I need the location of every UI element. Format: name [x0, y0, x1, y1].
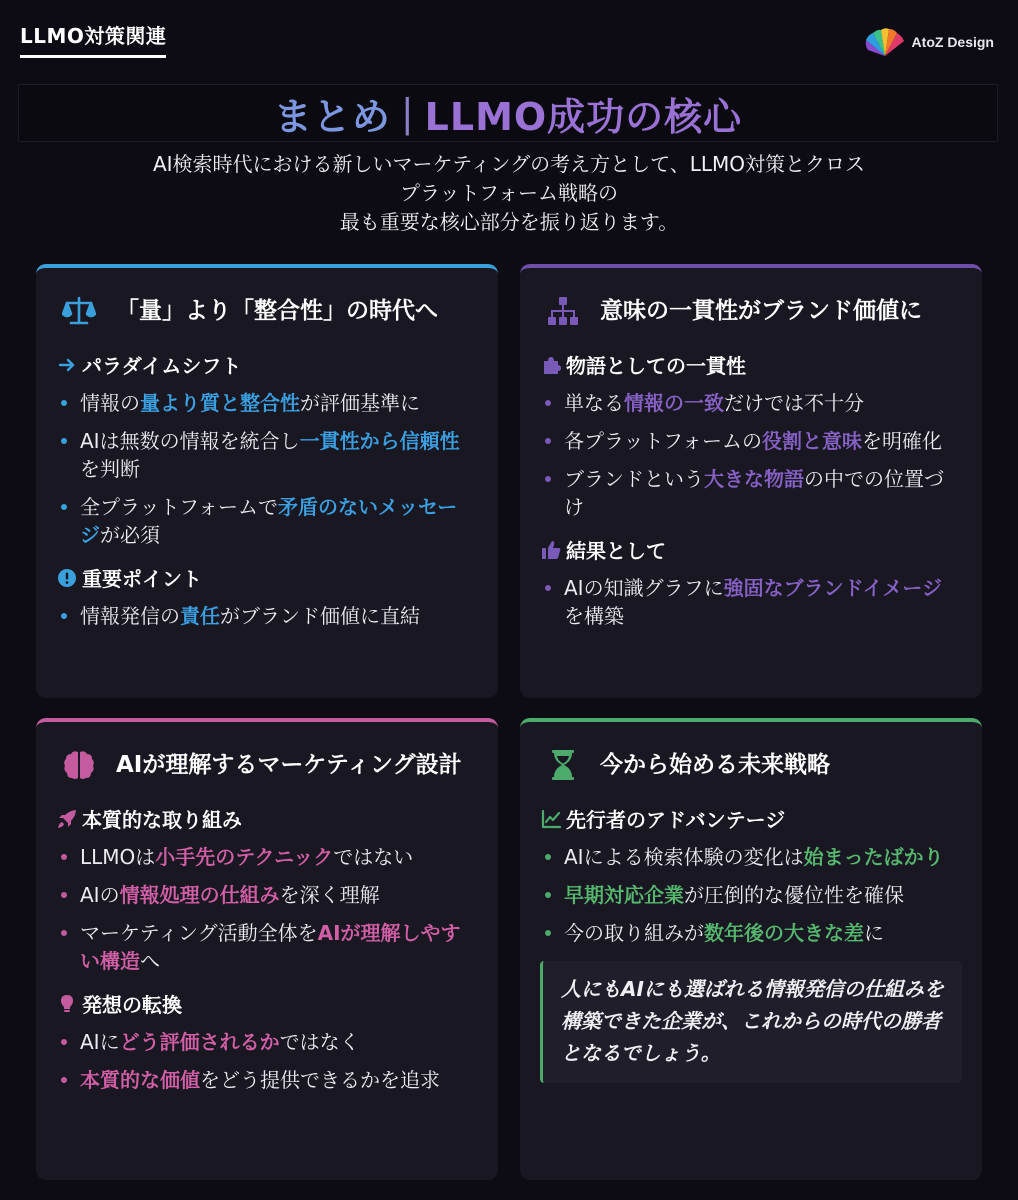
bullet-list [56, 1028, 476, 1094]
card-future-strategy [520, 718, 982, 1180]
section-heading: 重要ポイント [56, 563, 476, 592]
title-right: LLMO成功の核心 [424, 94, 743, 139]
card-header [540, 290, 960, 332]
intro-text [60, 150, 958, 237]
section-heading: 本質的な取り組み [56, 804, 476, 833]
card-title: 今から始める未来戦略 [600, 752, 830, 778]
list-item: 早期対応企業が圧倒的な優位性を確保 [540, 881, 960, 909]
section-heading: 物語としての一貫性 [540, 350, 960, 379]
bullet-list [56, 389, 476, 549]
section-heading: 結果として [540, 535, 960, 564]
card-ai-marketing-design [36, 718, 498, 1180]
list-item: AIは無数の情報を統合し一貫性から信頼性を判断 [56, 427, 476, 483]
list-item: AIの知識グラフに強固なブランドイメージを構築 [540, 574, 960, 630]
top-bar [0, 0, 1018, 78]
list-item: 情報発信の責任がブランド価値に直結 [56, 602, 476, 630]
bullet-list [56, 602, 476, 630]
intro-line: AI検索時代における新しいマーケティングの考え方として、LLMO対策とクロス [152, 152, 866, 176]
list-item: 今の取り組みが数年後の大きな差に [540, 919, 960, 947]
arrow-right-icon [56, 354, 78, 376]
list-item: ブランドという大きな物語の中での位置づけ [540, 465, 960, 521]
intro-line: 最も重要な核心部分を振り返ります。 [339, 210, 679, 234]
list-item: AIによる検索体験の変化は始まったばかり [540, 843, 960, 871]
title-separator: | [400, 91, 415, 135]
card-title: 「量」より「整合性」の時代へ [116, 298, 438, 324]
category-label: LLMO対策関連 [20, 20, 166, 58]
bullet-list [540, 843, 960, 947]
title-left: まとめ [273, 94, 391, 139]
list-item: マーケティング活動全体をAIが理解しやすい構造へ [56, 919, 476, 975]
section-heading: パラダイムシフト [56, 350, 476, 379]
bullet-list [540, 389, 960, 521]
sitemap-icon [540, 290, 586, 332]
card-brand-meaning [520, 264, 982, 698]
list-item: 本質的な価値をどう提供できるかを追求 [56, 1066, 476, 1094]
card-title: AIが理解するマーケティング設計 [116, 752, 462, 778]
list-item: AIにどう評価されるかではなく [56, 1028, 476, 1056]
thumbs-up-icon [540, 539, 562, 561]
rocket-icon [56, 808, 78, 830]
brain-icon [56, 744, 102, 786]
conclusion-quote: 人にもAIにも選ばれる情報発信の仕組みを構築できた企業が、これからの時代の勝者となるでしょう。 [540, 961, 962, 1083]
list-item: LLMOは小手先のテクニックではない [56, 843, 476, 871]
list-item: 情報の量より質と整合性が評価基準に [56, 389, 476, 417]
hourglass-icon [540, 744, 586, 786]
puzzle-piece-icon [540, 354, 562, 376]
logo-text: AtoZ Design [911, 34, 994, 50]
card-header [56, 744, 476, 786]
card-header [56, 290, 476, 332]
section-heading: 発想の転換 [56, 989, 476, 1018]
list-item: 全プラットフォームで矛盾のないメッセージが必須 [56, 493, 476, 549]
logo [864, 26, 994, 58]
bullet-list [56, 843, 476, 975]
bullet-list [540, 574, 960, 630]
chart-line-icon [540, 808, 562, 830]
balance-scale-icon [56, 290, 102, 332]
card-consistency-era [36, 264, 498, 698]
list-item: 各プラットフォームの役割と意味を明確化 [540, 427, 960, 455]
intro-line: プラットフォーム戦略の [400, 181, 618, 205]
lightbulb-icon [56, 993, 78, 1015]
list-item: AIの情報処理の仕組みを深く理解 [56, 881, 476, 909]
card-title: 意味の一貫性がブランド価値に [600, 298, 922, 324]
page-title [18, 84, 998, 142]
exclamation-circle-icon [56, 567, 78, 589]
fan-logo-icon [864, 26, 906, 58]
list-item: 単なる情報の一致だけでは不十分 [540, 389, 960, 417]
card-header [540, 744, 960, 786]
section-heading: 先行者のアドバンテージ [540, 804, 960, 833]
